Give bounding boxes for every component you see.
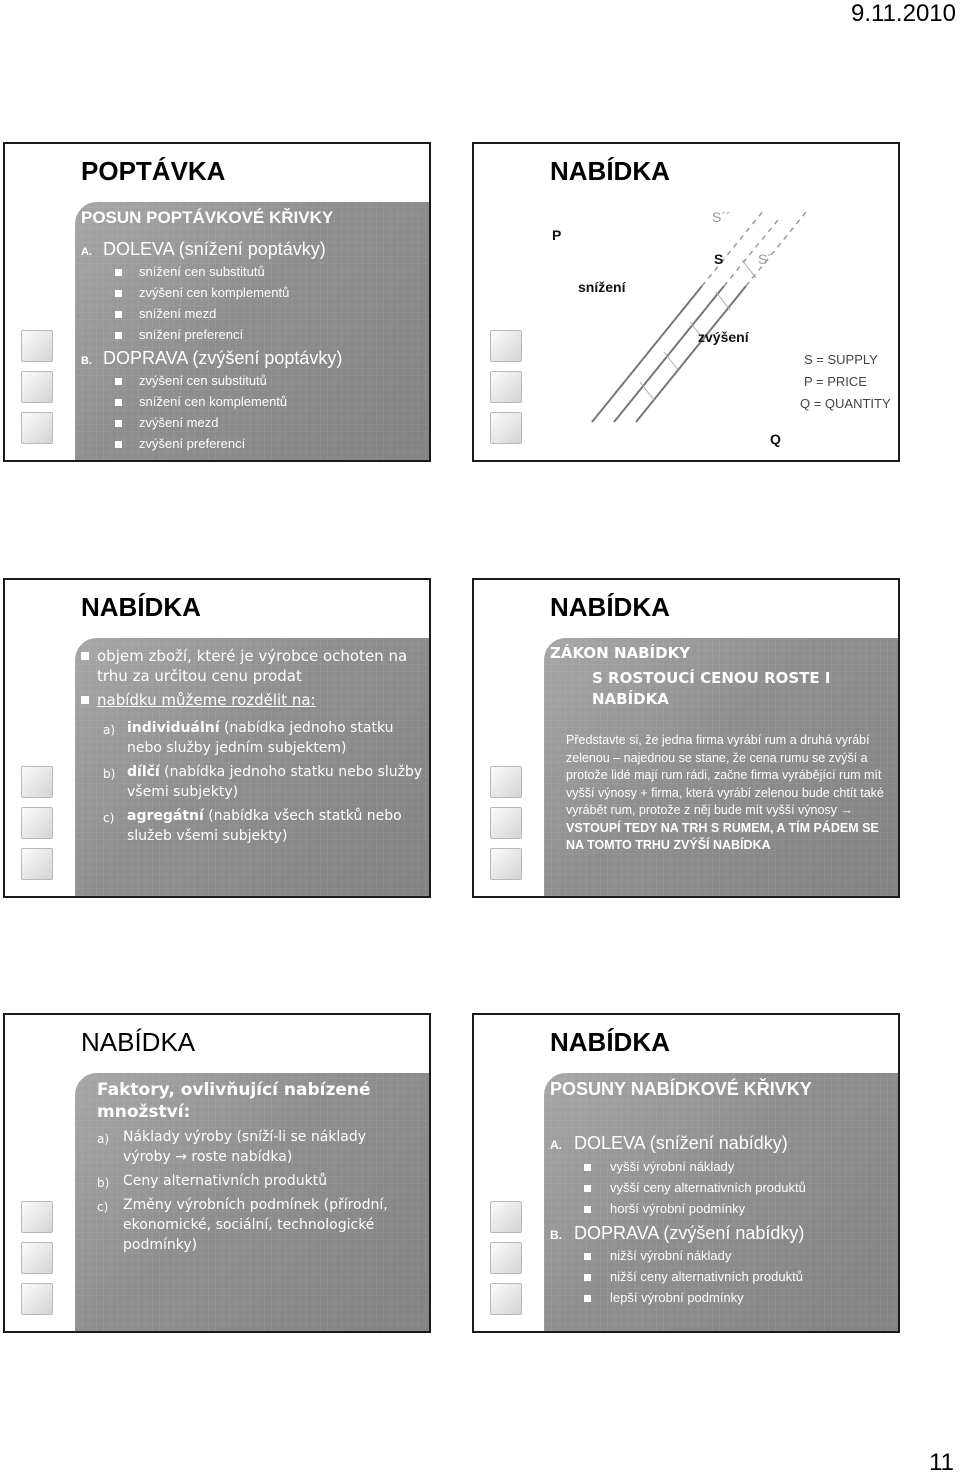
list-item: zvýšení mezd <box>115 415 287 436</box>
list-item: zvýšení cen komplementů <box>115 285 289 306</box>
section-label: DOPRAVA <box>574 1223 659 1243</box>
list-item: horší výrobní podmínky <box>584 1201 806 1222</box>
annotation-zvyseni: zvýšení <box>698 329 749 345</box>
list-item: zvýšení preferencí <box>115 436 287 457</box>
legend-supply: S = SUPPLY <box>804 352 878 367</box>
slide-faktory <box>3 1013 431 1333</box>
section-marker: A. <box>81 246 92 258</box>
legend-quantity: Q = QUANTITY <box>800 396 891 411</box>
item-marker: b) <box>97 1176 110 1190</box>
decor-square-icon <box>21 807 53 839</box>
decor-square-icon <box>490 766 522 798</box>
bullet-icon <box>115 290 122 297</box>
section-b-list <box>584 1248 803 1311</box>
decor-square-icon <box>21 412 53 444</box>
factor-a: a) Náklady výroby (sníží-li se náklady výroby → roste nabídka) <box>97 1129 367 1165</box>
shift-arrow <box>664 352 678 370</box>
bullet-icon <box>115 399 122 406</box>
section-label: DOLEVA <box>103 239 174 259</box>
item-marker: b) <box>103 767 116 781</box>
section-marker: B. <box>81 355 92 367</box>
list-item: zvýšení cen substitutů <box>115 373 287 394</box>
curve-label-s1: S´ <box>758 251 772 267</box>
section-label: DOLEVA <box>574 1133 645 1153</box>
slide-zakon-nabidky <box>472 578 900 898</box>
law-subheading: S ROSTOUCÍ CENOU ROSTE I NABÍDKA <box>592 669 831 708</box>
decor-square-icon <box>490 848 522 880</box>
subitem-b: b) dílčí (nabídka jednoho statku nebo služby všemi subjekty) <box>103 764 423 800</box>
slide-title: NABÍDKA <box>550 1027 670 1057</box>
factor-c: c) Změny výrobních podmínek (přírodní, ekonomické, sociální, technologické podmínky) <box>97 1197 388 1253</box>
decor-square-icon <box>490 807 522 839</box>
shift-arrow <box>640 382 654 400</box>
curve-label-s: S <box>714 251 724 267</box>
list-item: snížení preferencí <box>115 327 289 348</box>
decor-square-icon <box>490 412 522 444</box>
section-b <box>550 1223 804 1244</box>
section-a <box>81 239 326 260</box>
section-b <box>81 348 342 369</box>
list-item: snížení cen substitutů <box>115 264 289 285</box>
y-axis-label: P <box>552 227 562 243</box>
slide-content <box>75 638 429 896</box>
decor-square-icon <box>490 1283 522 1315</box>
list-item: nižší ceny alternativních produktů <box>584 1269 803 1290</box>
page-date: 9.11.2010 <box>851 0 956 27</box>
bullet-icon <box>115 311 122 318</box>
decor-square-icon <box>490 371 522 403</box>
list-item: snížení cen komplementů <box>115 394 287 415</box>
list-item: snížení mezd <box>115 306 289 327</box>
shift-arrow <box>742 260 756 278</box>
decor-square-icon <box>490 330 522 362</box>
item-marker: c) <box>103 811 115 825</box>
slide-nabidka-definition <box>3 578 431 898</box>
legend-price: P = PRICE <box>804 374 867 389</box>
bullet-icon <box>115 332 122 339</box>
item-marker: c) <box>97 1200 109 1214</box>
bullet-icon <box>584 1185 591 1192</box>
factor-b: b) Ceny alternativních produktů <box>97 1171 417 1191</box>
slide-title: NABÍDKA <box>550 156 670 186</box>
slide-title: NABÍDKA <box>81 592 201 622</box>
decor-square-icon <box>490 1242 522 1274</box>
bullet-icon <box>584 1274 591 1281</box>
page-number: 11 <box>929 1449 954 1476</box>
decor-square-icon <box>21 371 53 403</box>
section-a-list <box>584 1159 806 1222</box>
bullet-definition: objem zboží, které je výrobce ochoten na trhu za určitou cenu prodat <box>81 646 421 686</box>
supply-chart <box>544 202 898 460</box>
decor-square-icon <box>21 848 53 880</box>
slide-poptavka <box>3 142 431 462</box>
law-heading: ZÁKON NABÍDKY <box>550 644 691 662</box>
slide-posuny-nabidky <box>472 1013 900 1333</box>
bullet-division: nabídku můžeme rozdělit na: <box>81 690 421 710</box>
bullet-icon <box>115 420 122 427</box>
bullet-icon <box>81 696 89 704</box>
supply-curve-s <box>614 286 724 422</box>
item-marker: a) <box>97 1132 110 1146</box>
decor-square-icon <box>21 1242 53 1274</box>
decor-square-icon <box>21 1201 53 1233</box>
law-paragraph: Představte si, že jedna firma vyrábí rum a druhá vyrábí zelenou – najednou se stane, že cena rumu se zvýší a protože lidé mají rum rádi, začne firma vyrábějící rum mít vyšší výnosy + firma, která vyrábí zelenou bude chtít také vyrábět rum, protože z něj bude mít vyšší výnosy → VSTOUPÍ TEDY NA TRH S RUMEM, A TÍM PÁDEM SE NA TOMTO TRHU ZVÝŠÍ NABÍDKA <box>566 733 884 852</box>
bullet-icon <box>584 1164 591 1171</box>
supply-curve-s2 <box>592 286 702 422</box>
annotation-snizeni: snížení <box>578 279 626 295</box>
slide-title: NABÍDKA <box>81 1027 196 1057</box>
bullet-icon <box>115 441 122 448</box>
item-marker: a) <box>103 723 116 737</box>
x-axis-label: Q <box>770 431 781 447</box>
decor-square-icon <box>21 766 53 798</box>
bullet-icon <box>584 1253 591 1260</box>
slide-content <box>544 202 898 460</box>
slide-nabidka-chart <box>472 142 900 462</box>
slide-title: NABÍDKA <box>550 592 670 622</box>
arrow-icon: → <box>840 803 853 817</box>
slide-title: POPTÁVKA <box>81 156 226 186</box>
section-note: (snížení nabídky) <box>649 1133 788 1153</box>
decorative-squares <box>490 766 524 889</box>
decorative-squares <box>490 1201 524 1324</box>
arrow-icon: → <box>175 1149 187 1165</box>
decor-square-icon <box>21 1283 53 1315</box>
shift-arrow <box>716 292 730 310</box>
bullet-icon <box>584 1206 591 1213</box>
decor-square-icon <box>490 1201 522 1233</box>
section-heading: POSUNY NABÍDKOVÉ KŘIVKY <box>550 1079 812 1099</box>
decorative-squares <box>21 330 55 453</box>
decorative-squares <box>21 1201 55 1324</box>
supply-curve-s1 <box>636 286 746 422</box>
subitem-c: c) agregátní (nabídka všech statků nebo služeb všemi subjekty) <box>103 808 402 844</box>
section-a-list <box>115 264 289 348</box>
slide-content <box>75 1073 429 1331</box>
section-marker: A. <box>550 1138 562 1152</box>
bullet-icon <box>81 652 89 660</box>
decorative-squares <box>21 766 55 889</box>
list-item: lepší výrobní podmínky <box>584 1290 803 1311</box>
section-b-list <box>115 373 287 457</box>
bullet-icon <box>115 378 122 385</box>
section-label: DOPRAVA <box>103 348 188 368</box>
section-note: (snížení poptávky) <box>178 239 326 259</box>
bullet-icon <box>115 269 122 276</box>
slide-content <box>544 638 898 896</box>
bullet-icon <box>584 1295 591 1302</box>
subitem-a: a) individuální (nabídka jednoho statku nebo služby jedním subjektem) <box>103 720 394 756</box>
list-item: vyšší ceny alternativních produktů <box>584 1180 806 1201</box>
decor-square-icon <box>21 330 53 362</box>
slide-content <box>75 202 429 460</box>
section-note: (zvýšení poptávky) <box>192 348 343 368</box>
section-heading: POSUN POPTÁVKOVÉ KŘIVKY <box>81 208 334 227</box>
section-marker: B. <box>550 1228 562 1242</box>
decorative-squares <box>490 330 524 453</box>
curve-label-s2: S´´ <box>712 209 731 225</box>
section-note: (zvýšení nabídky) <box>663 1223 805 1243</box>
list-item: nižší výrobní náklady <box>584 1248 803 1269</box>
section-a <box>550 1133 788 1154</box>
slide-content <box>544 1073 898 1331</box>
list-item: vyšší výrobní náklady <box>584 1159 806 1180</box>
factors-heading: Faktory, ovlivňující nabízené množství: <box>97 1080 371 1122</box>
